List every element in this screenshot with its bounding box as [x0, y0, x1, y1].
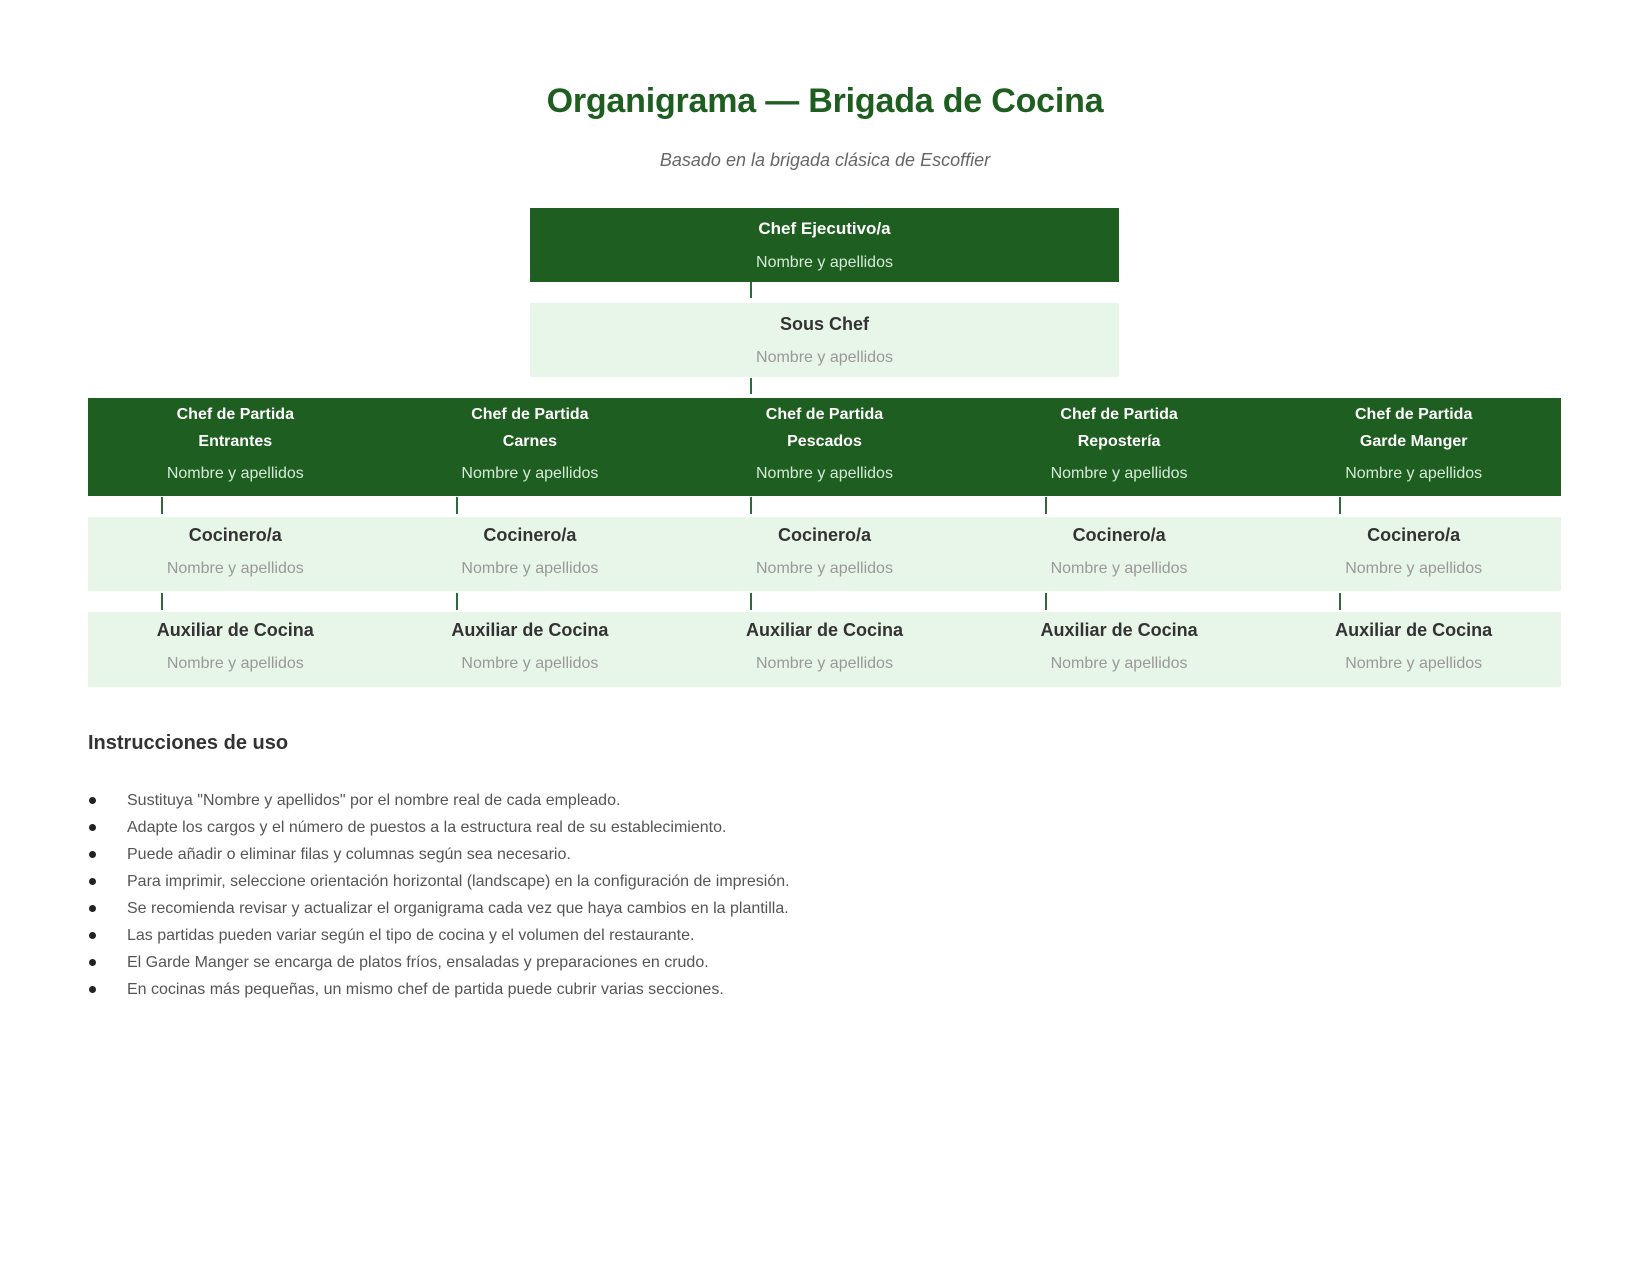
org-node-cocinero — [383, 517, 678, 591]
list-item — [88, 922, 790, 949]
org-node-partida-garde-manger — [1266, 398, 1561, 496]
connector-line — [161, 497, 163, 514]
page-subtitle: Basado en la brigada clásica de Escoffier — [659, 150, 991, 170]
org-node-cocinero — [88, 517, 383, 591]
name-placeholder[interactable]: Nombre y apellidos — [756, 560, 893, 577]
org-row-cocineros — [88, 517, 1561, 591]
connector-line — [1339, 593, 1341, 610]
section-label: Repostería — [1077, 433, 1161, 450]
name-placeholder[interactable]: Nombre y apellidos — [1345, 655, 1483, 672]
role-label: Auxiliar de Cocina — [1040, 620, 1198, 640]
name-placeholder[interactable]: Nombre y apellidos — [166, 560, 304, 577]
role-label: Chef de Partida — [471, 406, 589, 423]
role-label: Chef Ejecutivo/a — [758, 219, 891, 238]
role-label: Cocinero/a — [777, 525, 871, 545]
name-placeholder[interactable]: Nombre y apellidos — [756, 349, 893, 366]
list-item-text: Para imprimir, seleccione orientación horizontal (landscape) en la configuración de impresión. — [127, 873, 790, 890]
bullet-icon — [89, 932, 96, 939]
connector-line — [456, 497, 458, 514]
instructions-list — [88, 787, 790, 1003]
role-label: Auxiliar de Cocina — [451, 620, 609, 640]
connector-line — [1339, 497, 1341, 514]
name-placeholder[interactable]: Nombre y apellidos — [756, 655, 893, 672]
name-placeholder[interactable]: Nombre y apellidos — [1345, 465, 1483, 482]
list-item-text: Se recomienda revisar y actualizar el organigrama cada vez que haya cambios en la plantilla. — [127, 900, 789, 917]
role-label: Chef de Partida — [765, 406, 884, 423]
org-node-cocinero — [1266, 517, 1561, 591]
org-node-auxiliar — [88, 612, 383, 687]
list-item-text: En cocinas más pequeñas, un mismo chef de partida puede cubrir varias secciones. — [127, 981, 724, 998]
bullet-icon — [89, 824, 96, 831]
list-item — [88, 868, 790, 895]
name-placeholder[interactable]: Nombre y apellidos — [461, 560, 599, 577]
list-item-text: Adapte los cargos y el número de puestos a la estructura real de su establecimiento. — [127, 819, 727, 836]
org-node-partida-pescados — [677, 398, 972, 496]
org-node-sous-chef — [530, 303, 1119, 377]
name-placeholder[interactable]: Nombre y apellidos — [166, 655, 304, 672]
org-node-auxiliar — [1266, 612, 1561, 687]
name-placeholder[interactable]: Nombre y apellidos — [1345, 560, 1483, 577]
role-label: Cocinero/a — [1072, 525, 1166, 545]
role-label: Sous Chef — [779, 314, 869, 334]
role-label: Auxiliar de Cocina — [156, 620, 314, 640]
section-label: Entrantes — [198, 433, 273, 450]
page-title: Organigrama — Brigada de Cocina — [546, 82, 1104, 120]
list-item — [88, 895, 790, 922]
list-item-text: Sustituya "Nombre y apellidos" por el nombre real de cada empleado. — [127, 792, 621, 809]
org-node-partida-reposteria — [972, 398, 1267, 496]
org-node-auxiliar — [383, 612, 678, 687]
list-item — [88, 949, 790, 976]
name-placeholder[interactable]: Nombre y apellidos — [1050, 465, 1188, 482]
section-label: Pescados — [787, 433, 862, 450]
connector-line — [750, 497, 752, 514]
name-placeholder[interactable]: Nombre y apellidos — [166, 465, 304, 482]
org-node-chef-ejecutivo — [530, 208, 1119, 282]
connector-line — [750, 593, 752, 610]
name-placeholder[interactable]: Nombre y apellidos — [756, 254, 893, 271]
name-placeholder[interactable]: Nombre y apellidos — [1050, 560, 1188, 577]
role-label: Cocinero/a — [188, 525, 282, 545]
org-node-auxiliar — [972, 612, 1267, 687]
name-placeholder[interactable]: Nombre y apellidos — [461, 655, 599, 672]
connector-line — [1045, 593, 1047, 610]
bullet-icon — [89, 878, 96, 885]
org-node-partida-entrantes — [88, 398, 383, 496]
bullet-icon — [89, 797, 96, 804]
role-label: Chef de Partida — [1354, 406, 1473, 423]
list-item-text: El Garde Manger se encarga de platos fríos, ensaladas y preparaciones en crudo. — [127, 954, 709, 971]
role-label: Chef de Partida — [1060, 406, 1178, 423]
name-placeholder[interactable]: Nombre y apellidos — [756, 465, 893, 482]
connector-line — [750, 378, 752, 394]
connector-line — [161, 593, 163, 610]
role-label: Cocinero/a — [1367, 525, 1461, 545]
role-label: Chef de Partida — [176, 406, 294, 423]
role-label: Auxiliar de Cocina — [1335, 620, 1493, 640]
list-item — [88, 976, 790, 1003]
org-node-cocinero — [677, 517, 972, 591]
org-row-chefs-de-partida — [88, 398, 1561, 496]
list-item-text: Puede añadir o eliminar filas y columnas según sea necesario. — [127, 846, 571, 863]
org-node-partida-carnes — [383, 398, 678, 496]
name-placeholder[interactable]: Nombre y apellidos — [1050, 655, 1188, 672]
connector-line — [750, 282, 752, 298]
org-node-auxiliar — [677, 612, 972, 687]
bullet-icon — [89, 905, 96, 912]
section-label: Garde Manger — [1359, 433, 1468, 450]
name-placeholder[interactable]: Nombre y apellidos — [461, 465, 599, 482]
bullet-icon — [89, 986, 96, 993]
bullet-icon — [89, 959, 96, 966]
org-node-cocinero — [972, 517, 1267, 591]
section-label: Carnes — [502, 433, 558, 450]
org-row-auxiliares — [88, 612, 1561, 687]
role-label: Auxiliar de Cocina — [745, 620, 903, 640]
list-item — [88, 841, 790, 868]
bullet-icon — [89, 851, 96, 858]
connector-line — [456, 593, 458, 610]
role-label: Cocinero/a — [483, 525, 577, 545]
list-item — [88, 814, 790, 841]
connector-line — [1045, 497, 1047, 514]
list-item-text: Las partidas pueden variar según el tipo de cocina y el volumen del restaurante. — [127, 927, 695, 944]
list-item — [88, 787, 790, 814]
instructions-heading: Instrucciones de uso — [88, 732, 289, 754]
